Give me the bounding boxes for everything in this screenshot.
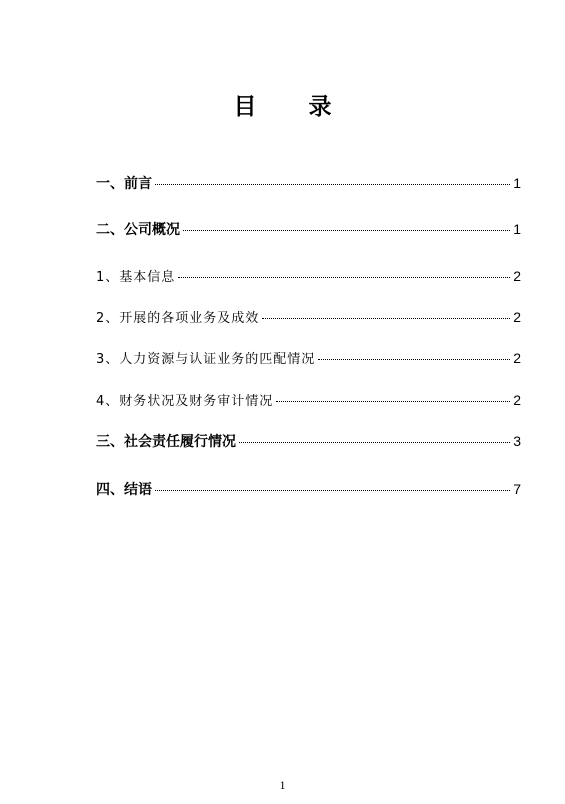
- toc-entry-page: 3: [513, 433, 521, 449]
- page-title: 目 录: [233, 94, 354, 120]
- toc-dot-leader: [178, 277, 510, 278]
- toc-dot-leader: [239, 442, 510, 443]
- toc-entry-human-resources[interactable]: [96, 349, 521, 369]
- toc-entry-page: 1: [513, 221, 521, 237]
- toc-entry-page: 2: [513, 350, 521, 366]
- toc-entry-page: 2: [513, 268, 521, 284]
- toc-dot-leader: [183, 230, 510, 231]
- toc-entry-label: 4、财务状况及财务审计情况: [96, 394, 274, 409]
- toc-dot-leader: [155, 490, 510, 491]
- page-number: 1: [279, 778, 286, 792]
- toc-dot-leader: [276, 401, 510, 402]
- toc-dot-leader: [262, 318, 510, 319]
- toc-entry-label: 二、公司概况: [96, 222, 180, 238]
- toc-entry-page: 1: [513, 175, 521, 191]
- toc-entry-label: 一、前言: [96, 176, 152, 192]
- toc-entry-label: 三、社会责任履行情况: [96, 434, 236, 450]
- toc-entry-business-results[interactable]: [96, 308, 521, 328]
- toc-dot-leader: [155, 184, 510, 185]
- toc-entry-social-responsibility[interactable]: [96, 432, 521, 451]
- toc-entry-page: 7: [513, 481, 521, 497]
- toc-entry-conclusion[interactable]: [96, 480, 521, 499]
- toc-entry-label: 四、结语: [96, 482, 152, 498]
- toc-dot-leader: [318, 359, 510, 360]
- toc-entry-label: 3、人力资源与认证业务的匹配情况: [96, 352, 316, 367]
- toc-entry-page: 2: [513, 392, 521, 408]
- toc-entry-basic-info[interactable]: [96, 267, 521, 287]
- toc-entry-foreword[interactable]: [96, 174, 521, 193]
- toc-entry-label: 2、开展的各项业务及成效: [96, 311, 260, 326]
- toc-entry-label: 1、基本信息: [96, 270, 176, 285]
- toc-entry-financial-status[interactable]: [96, 391, 521, 411]
- toc-entry-company-overview[interactable]: [96, 220, 521, 239]
- toc-entry-page: 2: [513, 309, 521, 325]
